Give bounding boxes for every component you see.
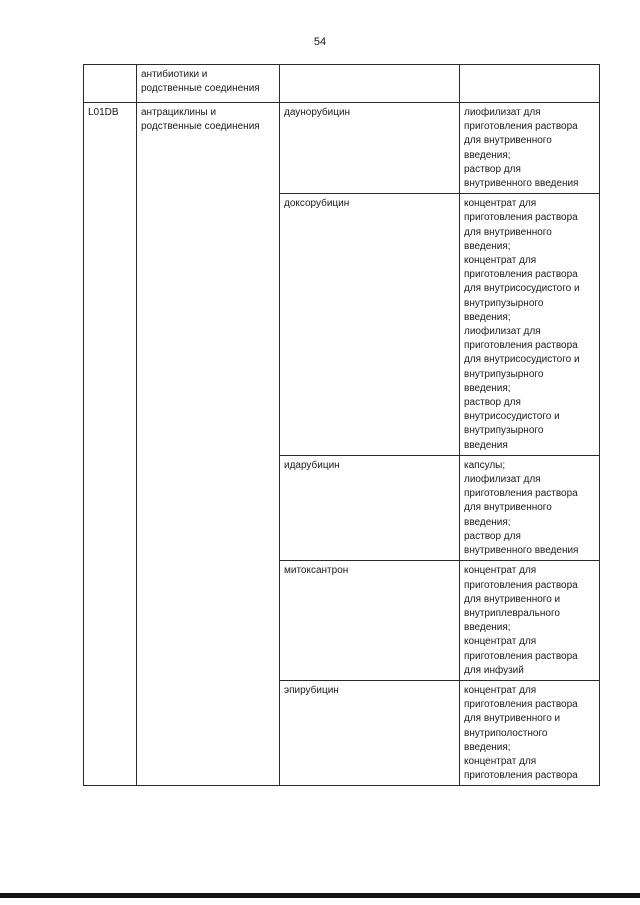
- dosage-form-cell: [460, 65, 600, 103]
- atc-code-cell: [84, 65, 137, 103]
- page-number: 54: [313, 36, 327, 48]
- dosage-form-cell: концентрат для приготовления раствора для внутривенного и внутриплеврального введения; концентрат для приготовления раствора для инфузий: [460, 561, 600, 681]
- drug-name-cell: [280, 65, 460, 103]
- drug-table: [83, 64, 600, 786]
- atc-group-cell: антибиотики и родственные соединения: [137, 65, 280, 103]
- dosage-form-cell: лиофилизат для приготовления раствора для внутривенного введения; раствор для внутривенного введения: [460, 103, 600, 194]
- dosage-form-cell: капсулы; лиофилизат для приготовления раствора для внутривенного введения; раствор для внутривенного введения: [460, 455, 600, 560]
- drug-name-cell: идарубицин: [280, 455, 460, 560]
- table-row: [84, 103, 600, 194]
- atc-code-cell: L01DB: [84, 103, 137, 786]
- dosage-form-cell: концентрат для приготовления раствора для внутривенного введения; концентрат для приготовления раствора для внутрисосудистого и внутрипузырного введения; лиофилизат для приготовления раствора для внутрисосудистого и внутрипузырного введения; раствор для внутрисосудистого и внутрипузырного введения: [460, 194, 600, 456]
- drug-name-cell: эпирубицин: [280, 680, 460, 785]
- drug-name-cell: даунорубицин: [280, 103, 460, 194]
- drug-name-cell: митоксантрон: [280, 561, 460, 681]
- atc-group-cell: антрациклины и родственные соединения: [137, 103, 280, 786]
- scan-bottom-border: [0, 893, 640, 898]
- table-row-group-header: [84, 65, 600, 103]
- drug-name-cell: доксорубицин: [280, 194, 460, 456]
- dosage-form-cell: концентрат для приготовления раствора для внутривенного и внутриполостного введения; концентрат для приготовления раствора: [460, 680, 600, 785]
